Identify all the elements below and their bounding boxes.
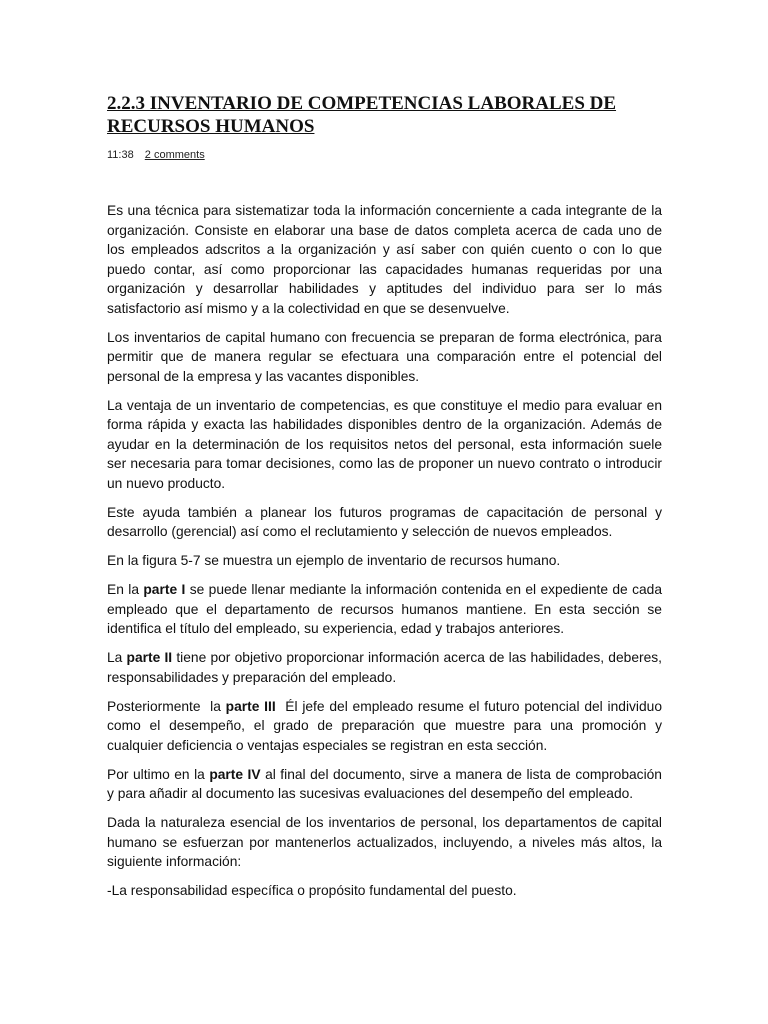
paragraph-8-bold: parte III <box>225 698 276 714</box>
paragraph-7-post: tiene por objetivo proporcionar información acerca de las habilidades, deberes, responsabilidades y preparación del empleado. <box>107 650 662 685</box>
paragraph-10: Dada la naturaleza esencial de los inventarios de personal, los departamentos de capital humano se esfuerzan por mantenerlos actualizados, incluyendo, a niveles más altos, la siguiente información: <box>107 815 662 869</box>
title-line-2: RECURSOS HUMANOS <box>107 116 315 137</box>
paragraph-11: -La responsabilidad específica o propósito fundamental del puesto. <box>107 883 517 898</box>
paragraph-7-bold: parte II <box>126 650 173 665</box>
paragraph-9 <box>107 765 662 804</box>
paragraph-6-bold: parte I <box>143 582 186 597</box>
paragraph-5: En la figura 5-7 se muestra un ejemplo de inventario de recursos humano. <box>107 553 561 568</box>
article-body <box>107 201 666 901</box>
page-title <box>107 92 662 138</box>
paragraph-3: La ventaja de un inventario de competencias, es que constituye el medio para evaluar en forma rápida y exacta las habilidades disponibles dentro de la organización. Además de ayudar en la determinación de los requisitos netos del personal, esta información suele ser necesaria para tomar decisiones, como las de proponer un nuevo contrato o introducir un nuevo producto. <box>107 397 662 491</box>
paragraph-9-post: al final del documento, sirve a manera de lista de comprobación y para añadir al documento las sucesivas evaluaciones del desempeño del empleado. <box>107 766 662 801</box>
paragraph-4: Este ayuda también a planear los futuros programas de capacitación de personal y desarrollo (gerencial) así como el reclutamiento y selección de nuevos empleados. <box>107 504 662 539</box>
comments-link[interactable]: 2 comments <box>144 149 205 161</box>
paragraph-2: Los inventarios de capital humano con frecuencia se preparan de forma electrónica, para permitir que de manera regular se efectuara una comparación entre el potencial del personal de la empresa y las vacantes disponibles. <box>107 329 662 384</box>
document-page <box>107 92 666 910</box>
paragraph-1: Es una técnica para sistematizar toda la información concerniente a cada integrante de la organización. Consiste en elaborar una base de datos completa acerca de cada uno de los empleados adscritos a la organización y así saber con quién cuento o con lo que puedo contar, así como proporcionar las capacidades humanas requeridas por una organización y desarrollar habilidades y aptitudes del individuo para ser lo más satisfactorio así mismo y a la colectividad en que se desenvuelve. <box>107 203 662 316</box>
paragraph-7-pre: La <box>107 650 127 665</box>
paragraph-6 <box>107 580 662 639</box>
paragraph-7 <box>107 648 662 687</box>
paragraph-9-pre: Por ultimo en la <box>107 766 210 782</box>
post-meta <box>107 148 662 162</box>
paragraph-6-post: se puede llenar mediante la información contenida en el expediente de cada empleado que el departamento de recursos humanos mantiene. En esta sección se identifica el título del empleado, su experiencia, edad y trabajos anteriores. <box>107 582 663 636</box>
paragraph-9-bold: parte IV <box>209 766 261 782</box>
paragraph-8 <box>107 697 666 756</box>
post-time: 11:38 <box>107 149 134 161</box>
title-line-1: 2.2.3 INVENTARIO DE COMPETENCIAS LABORALES DE <box>107 93 617 114</box>
paragraph-8-pre: Posteriormente la <box>107 698 226 714</box>
paragraph-6-pre: En la <box>107 582 144 597</box>
paragraph-8-post: Él jefe del empleado resume el futuro potencial del individuo como el desempeño, el grado de preparación que muestre para una promoción y cualquier deficiencia o ventajas especiales se registran en esta sección. <box>107 698 666 753</box>
